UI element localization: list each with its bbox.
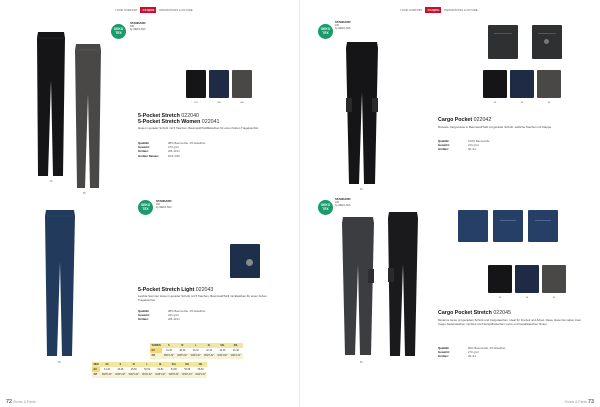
- product-description: Leichte Sommer Hose in gerader Schnitt mit 5 Taschen, Baumwoll/Twill mit Elasthan für einen hohen Tragekomfort.: [138, 294, 267, 302]
- image-caption: 95: [83, 193, 86, 195]
- top-bar-left-text: YOUR COMFORT: [115, 8, 138, 12]
- rivet-icon: [544, 39, 549, 44]
- pant-anthracite-cargo-stretch-022045: [338, 215, 378, 357]
- fabric-detail-image: [230, 244, 260, 278]
- swatch-thumb: 58: [515, 265, 539, 293]
- pant-anthracite-022041: [72, 42, 104, 190]
- oeko-tex-badge: OEKO TEX: [318, 24, 333, 39]
- product-title: 5-Pocket Stretch 022040 5-Pocket Stretch Women 022041: [138, 113, 220, 126]
- pocket-detail-image: [488, 25, 518, 59]
- brand-logo: CLIQUE: [142, 8, 155, 12]
- product-description: Hose in gerader Schnitt mit 5 Taschen, Baumwoll/Twill/Elasthan für einen hohen Tragekomfort.: [138, 126, 259, 130]
- swatch-thumb: 99: [483, 70, 507, 98]
- swatch-thumb: 000: [232, 70, 252, 98]
- oeko-tex-badge: OEKO TEX: [138, 200, 153, 215]
- page-number: 72: [6, 399, 12, 405]
- image-caption: 99: [360, 189, 363, 191]
- pocket-detail-image: [532, 25, 562, 59]
- image-caption: 58: [58, 362, 61, 364]
- product-specs: Qualität: 98% Baumwolle, 2% Elasthan Gewicht: 220 g/m² Größen: W8–W44: [138, 309, 206, 322]
- swatch-thumb: 58: [510, 70, 534, 98]
- button-rivet-icon: [246, 259, 253, 266]
- page-footer-right: [564, 399, 594, 405]
- page-number: 73: [588, 399, 594, 405]
- product-title: Cargo Pocket Stretch 022045: [438, 310, 512, 316]
- product-description: Robuste Cargo-Hose in Baumwoll/Twill mit gerader Schnitt, seitliche Taschen mit Klappe.: [438, 125, 552, 129]
- oeko-tex-badge: OEKO TEX: [318, 200, 333, 215]
- top-bar: [115, 7, 193, 13]
- product-description: Moderne Hose mit geradem Schnitt und Cargotaschen. Ideal für Freizeit und Arbeit. Diese Hose hat neben zwei Cargo-Seitentaschen mit Klett noch Eingriffstaschen vorne und Gesäßtaschen hinten.: [438, 318, 581, 326]
- section-name: Shorts & Pants: [12, 400, 36, 404]
- standard-label: STANDARD 100 by OEKO-TEX: [130, 21, 146, 31]
- swatch-thumb: 95: [542, 265, 566, 293]
- pant-black-cargo-022042: [342, 40, 382, 186]
- page-footer-left: [6, 399, 36, 405]
- top-bar-left-text: YOUR COMFORT: [400, 8, 423, 12]
- size-table-women: WOMEN S M L XL XXL 3XL EU 34-36 38-39 40-42 42-44 44-46 46-48 INT W26"L32" W28"L32" W30"L32" W32"L32" W34"L32" W36"L32": [151, 344, 241, 357]
- fabric-detail-image: [458, 210, 488, 242]
- pocket-detail-image: [528, 210, 558, 242]
- swatch-thumb: 022: [186, 70, 206, 98]
- product-specs: Qualität: 100% Baumwolle Gewicht: 270 g/m² Größen: 46–64: [438, 139, 490, 152]
- image-caption: 00: [50, 181, 53, 183]
- product-title: Cargo Pocket 022042: [438, 117, 492, 123]
- pocket-detail-image: [493, 210, 523, 242]
- right-page: [300, 0, 600, 407]
- standard-label: STANDARD 100 by OEKO-TEX: [335, 197, 351, 207]
- product-specs: Qualität: 96% Baumwolle, 4% Elasthan Gewicht: 270 g/m² Größen: 46–64: [438, 346, 506, 359]
- swatch-thumb: 008: [209, 70, 229, 98]
- top-bar: [400, 7, 478, 13]
- standard-label: STANDARD 100 by OEKO-TEX: [156, 199, 172, 209]
- swatch-thumb: 95: [537, 70, 561, 98]
- size-table-men: MEN XS S M L XL XXL 3XL 4XL EU 44-46 46-48 48-50 50-52 52-54 54-56 56-58 58-60 INT W28"L32" W30"L32" W32"L32" W34"L32" W36"L32" W38"L32" W40"L34" W42"L34": [93, 363, 206, 376]
- pant-black-022040: [34, 30, 68, 178]
- product-specs: Qualität: 98% Baumwolle, 2% Elasthan Gewicht: 270 g/m² Größen: W8–W44 Größen Damen: D34–D46: [138, 141, 206, 158]
- standard-label: STANDARD 100 by OEKO-TEX: [335, 20, 351, 30]
- top-bar-right-text: PROMOTIONS & FUTURE: [159, 8, 193, 12]
- pant-navy-022043: [42, 208, 78, 358]
- pant-black-cargo-stretch-022045: [385, 210, 421, 358]
- image-caption: 95: [360, 362, 363, 364]
- swatch-thumb: 99: [488, 265, 512, 293]
- oeko-tex-badge: OEKO TEX: [111, 24, 126, 39]
- brand-logo: CLIQUE: [427, 8, 440, 12]
- section-name: Shorts & Pants: [564, 400, 588, 404]
- product-title: 5-Pocket Stretch Light 022043: [138, 287, 214, 293]
- top-bar-right-text: PROMOTIONS & FUTURE: [444, 8, 478, 12]
